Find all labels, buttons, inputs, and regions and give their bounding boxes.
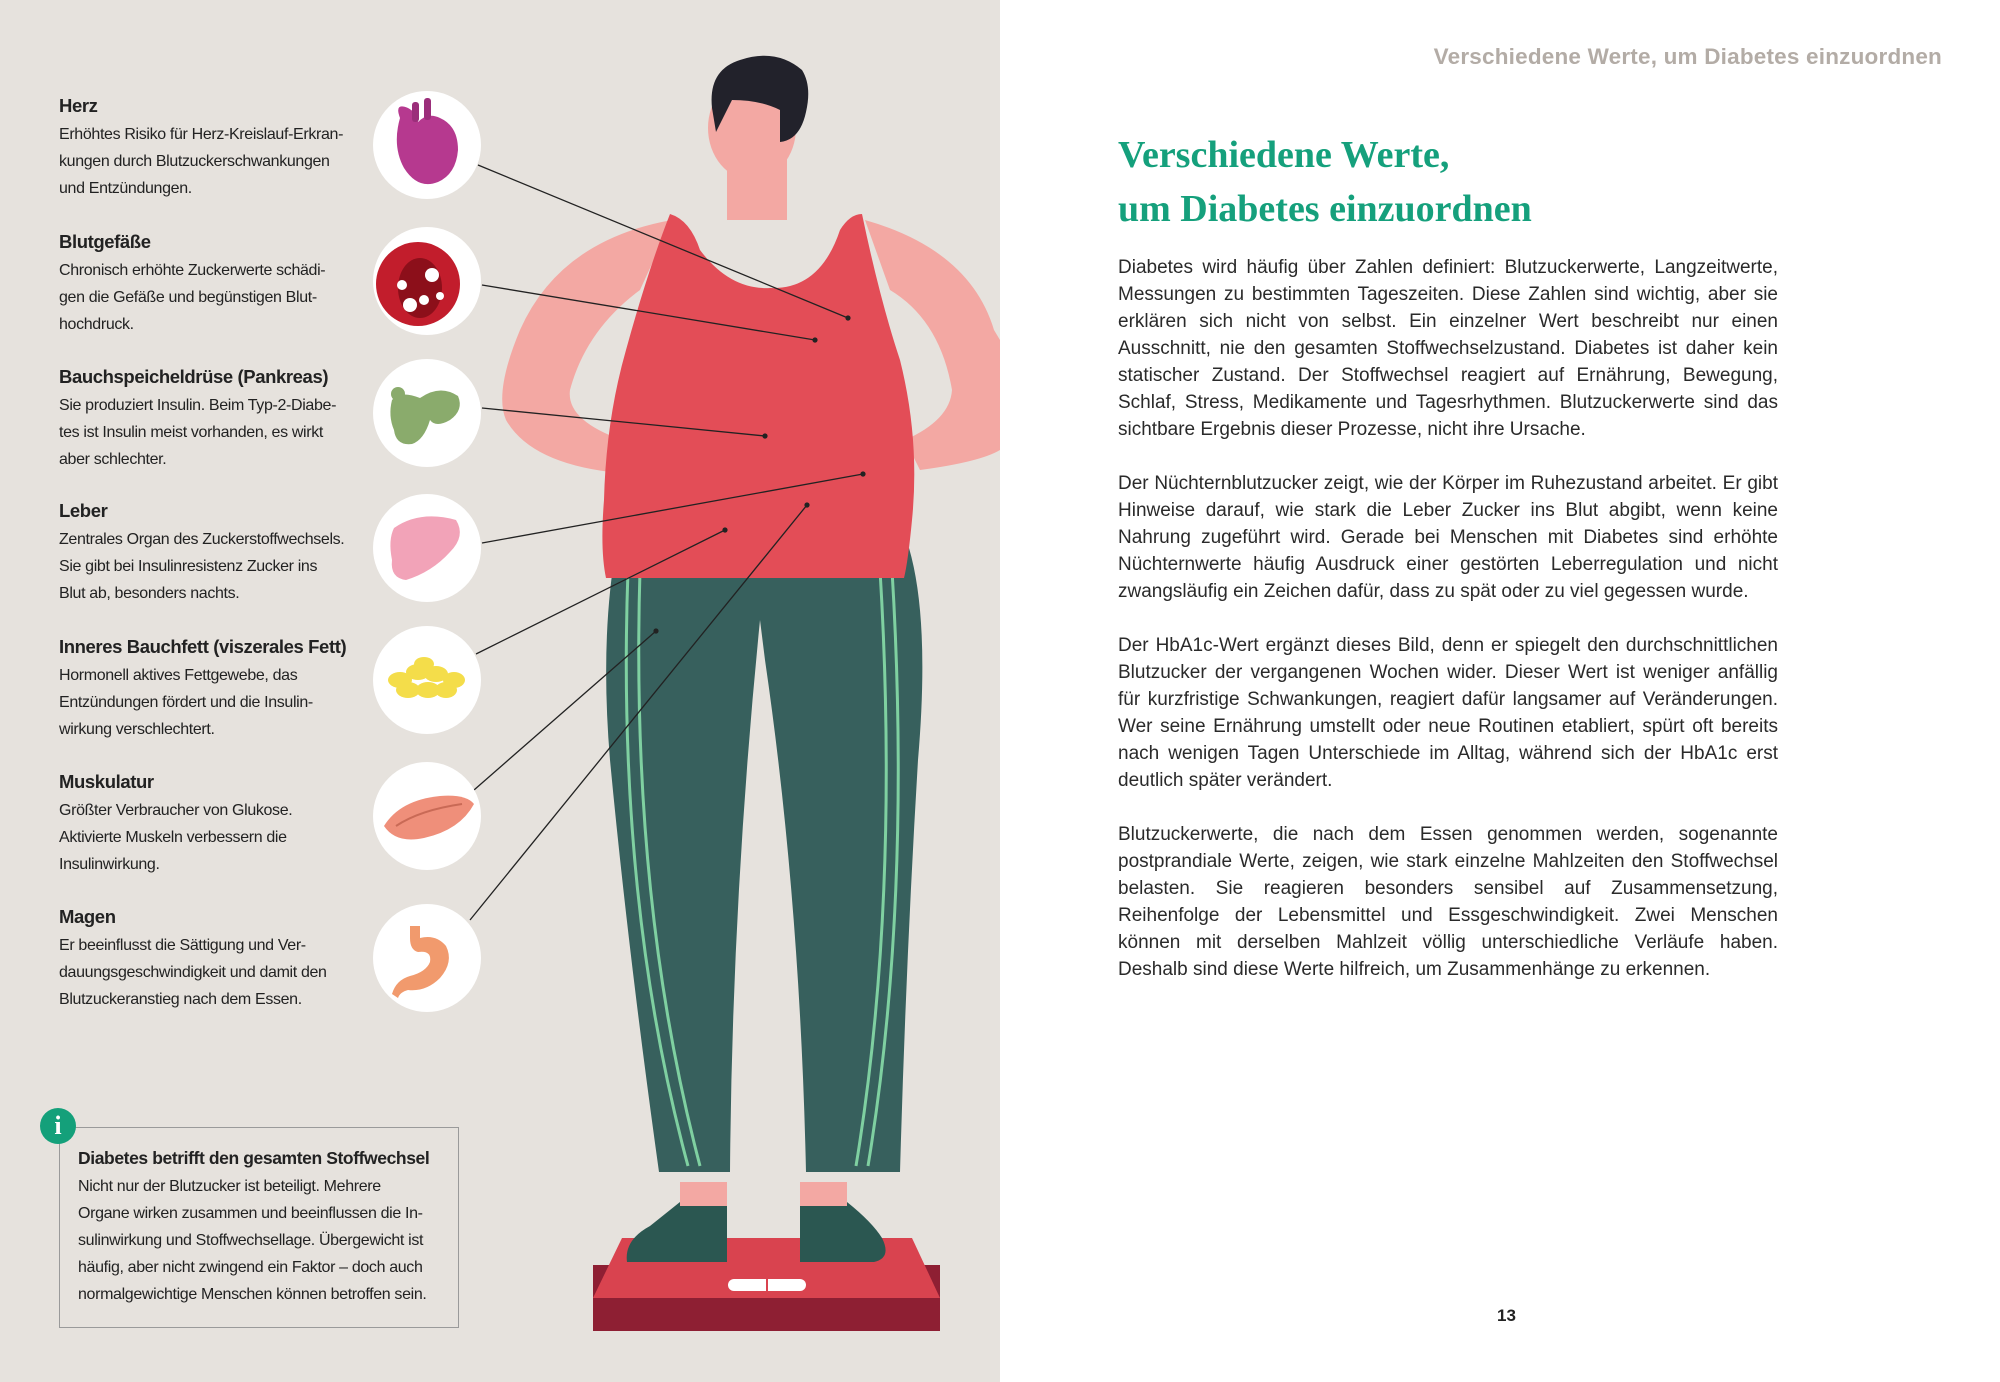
info-icon: i <box>40 1108 76 1144</box>
organ-name: Leber <box>59 500 108 521</box>
organ-entry-muscles <box>59 770 354 878</box>
fat-icon <box>373 626 481 734</box>
organ-description: Chronisch erhöhte Zuckerwerte schädi- gen die Gefäße und begünstigen Blut- hochdruck. <box>59 262 326 333</box>
organ-description: Erhöhtes Risiko für Herz-Kreislauf-Erkran- kungen durch Blutzuckerschwankungen und Entzündungen. <box>59 126 344 197</box>
liver-icon <box>373 494 481 602</box>
organ-name: Blutgefäße <box>59 231 151 252</box>
pancreas-icon <box>373 359 481 467</box>
organ-entry-heart <box>59 94 354 202</box>
stomach-icon <box>373 904 481 1012</box>
organ-name: Herz <box>59 95 98 116</box>
organ-entry-blood-vessels <box>59 230 354 338</box>
page-number: 13 <box>1497 1306 1516 1325</box>
organ-name: Muskulatur <box>59 771 154 792</box>
organ-entry-pancreas <box>59 365 354 473</box>
right-page <box>1000 0 2000 1382</box>
running-head: Verschiedene Werte, um Diabetes einzuordnen <box>1433 44 1942 69</box>
heart-icon <box>373 91 481 199</box>
organ-entry-visceral-fat <box>59 635 354 743</box>
blood-vessel-icon <box>373 227 481 335</box>
organ-entry-liver <box>59 499 354 607</box>
organ-name: Magen <box>59 906 116 927</box>
organ-description: Größter Verbraucher von Glukose. Aktivierte Muskeln verbessern die Insulinwirkung. <box>59 802 293 873</box>
organ-description: Er beeinflusst die Sättigung und Ver- dauungsgeschwindigkeit und damit den Blutzuckeranstieg nach dem Essen. <box>59 937 327 1008</box>
body-text <box>1118 254 1778 1010</box>
organ-entry-stomach <box>59 905 354 1013</box>
paragraph: Der HbA1c-Wert ergänzt dieses Bild, denn er spiegelt den durchschnittlichen Blutzucker der vergangenen Wochen wider. Dieser Wert ist weniger anfällig für kurzfristige Schwankungen, reagiert dafür langsamer auf Veränderungen. Wer seine Ernährung umstellt oder neue Routinen etabliert, spürt oft bereits nach wenigen Tagen Unterschiede im Alltag, während sich der HbA1c erst deutlich später verändert. <box>1118 635 1778 791</box>
organ-description: Sie produziert Insulin. Beim Typ-2-Diabe- tes ist Insulin meist vorhanden, es wirkt aber schlechter. <box>59 397 337 468</box>
pants-icon <box>606 548 922 1172</box>
head-icon <box>708 56 808 220</box>
info-box-text: Nicht nur der Blutzucker ist beteiligt. Mehrere Organe wirken zusammen und beeinflussen die In- sulinwirkung und Stoffwechsellage. Übergewicht ist häufig, aber nicht zwingend ein Faktor – doch auch normalgewichtige Menschen können betroffen sein. <box>78 1178 427 1303</box>
paragraph: Der Nüchternblutzucker zeigt, wie der Körper im Ruhezustand arbeitet. Er gibt Hinweise darauf, wie stark die Leber Zucker ins Blut abgibt, wenn keine Nahrung zugeführt wird. Gerade bei Menschen mit Diabetes sind erhöhte Nüchternwerte häufig Ausdruck einer gestörten Leberregulation und nicht zwangsläufig ein Zeichen dafür, dass zu spät oder zu viel gegessen wurde. <box>1118 473 1778 602</box>
paragraph: Blutzuckerwerte, die nach dem Essen genommen werden, sogenannte postprandiale Werte, zeigen, wie stark einzelne Mahlzeiten den Stoffwechsel belasten. Sie reagieren besonders sensibel auf Zusammensetzung, Reihenfolge der Lebensmittel und Essgeschwindigkeit. Zwei Menschen können mit derselben Mahlzeit völlig unterschiedliche Verläufe haben. Deshalb sind diese Werte hilfreich, um Zusammenhänge zu erkennen. <box>1118 824 1778 980</box>
info-box-title: Diabetes betrifft den gesamten Stoffwechsel <box>78 1148 430 1168</box>
page-title: Verschiedene Werte, um Diabetes einzuordnen <box>1118 134 1532 230</box>
paragraph: Diabetes wird häufig über Zahlen definiert: Blutzuckerwerte, Langzeitwerte, Messungen zu bestimmten Tageszeiten. Diese Zahlen sind wichtig, aber sie erklären sich nicht von selbst. Ein einzelner Wert beschreibt nur einen Ausschnitt, nie den gesamten Stoffwechselzustand. Diabetes ist daher kein statischer Zustand. Der Stoffwechsel reagiert auf Ernährung, Bewegung, Schlaf, Stress, Medikamente und Tagesrhythmen. Blutzuckerwerte sind das sichtbare Ergebnis dieser Prozesse, nicht ihre Ursache. <box>1118 257 1778 440</box>
organ-name: Inneres Bauchfett (viszerales Fett) <box>59 636 347 657</box>
muscle-icon <box>373 762 481 870</box>
info-box <box>59 1127 459 1328</box>
organ-name: Bauchspeicheldrüse (Pankreas) <box>59 366 329 387</box>
organ-description: Hormonell aktives Fettgewebe, das Entzündungen fördert und die Insulin- wirkung verschlechtert. <box>59 667 313 738</box>
organ-description: Zentrales Organ des Zuckerstoffwechsels. Sie gibt bei Insulinresistenz Zucker ins Blut ab, besonders nachts. <box>59 531 345 602</box>
